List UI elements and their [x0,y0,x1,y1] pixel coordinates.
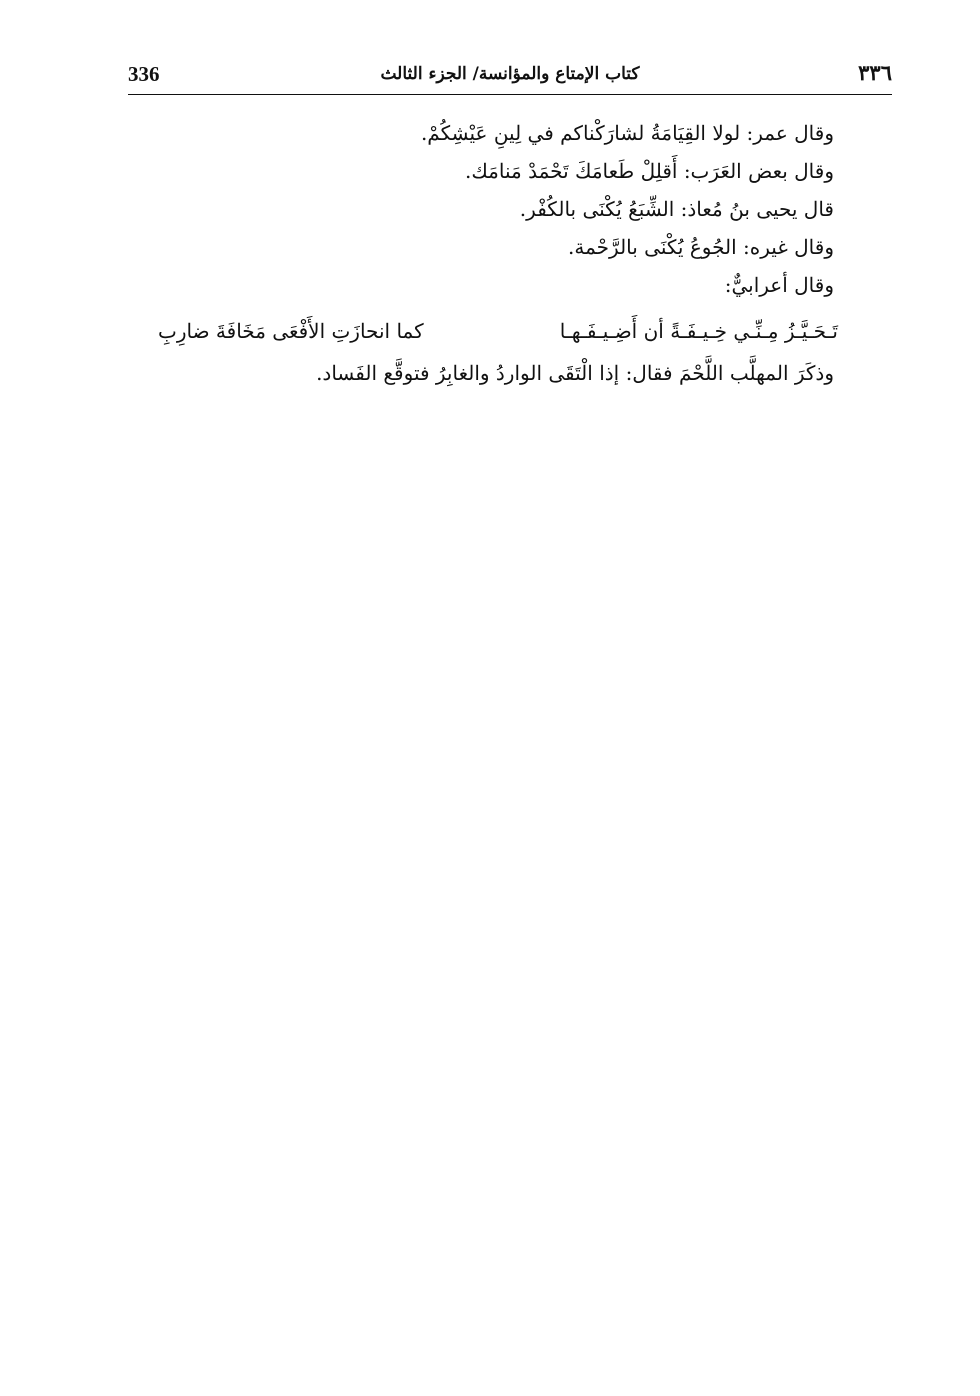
text-line: وقال بعض العَرَب: أَقلِلْ طَعامَكَ تَحْمَدْ مَنامَك. [464,159,834,183]
poetry-verse [158,312,838,350]
verse-first-hemistich: تَـحَـيَّـزُ مِـنِّـي خِـيـفَـةً أن أَضِـيـفَـهـا [559,319,838,343]
verse-second-hemistich: كما انحازَتِ الأَفْعَى مَخَافَةَ ضارِبِ [158,319,424,343]
page-number-latin: 336 [128,62,160,86]
text-line: وقال عمر: لولا القِيَامَةُ لشارَكْناكم في لِينِ عَيْشِكُمْ. [420,121,834,145]
body-text [134,114,834,304]
text-line: قال يحيى بنُ مُعاذ: الشِّبَعُ يُكْنَى بالكُفْر. [519,197,834,221]
book-title: كتاب الإمتاع والمؤانسة/ الجزء الثالث [380,64,640,84]
page-header [128,58,892,95]
page-number-arabic: ٣٣٦ [858,60,892,85]
text-line: وقال أعرابيٌّ: [724,273,834,297]
closing-line: وذكَرَ المهلَّب اللَّحْمَ فقال: إذا الْتَقَى الواردُ والغابِرُ فتوقَّع الفَساد. [316,361,834,385]
text-line: وقال غيره: الجُوعُ يُكْنَى بالرَّحْمة. [568,235,834,259]
